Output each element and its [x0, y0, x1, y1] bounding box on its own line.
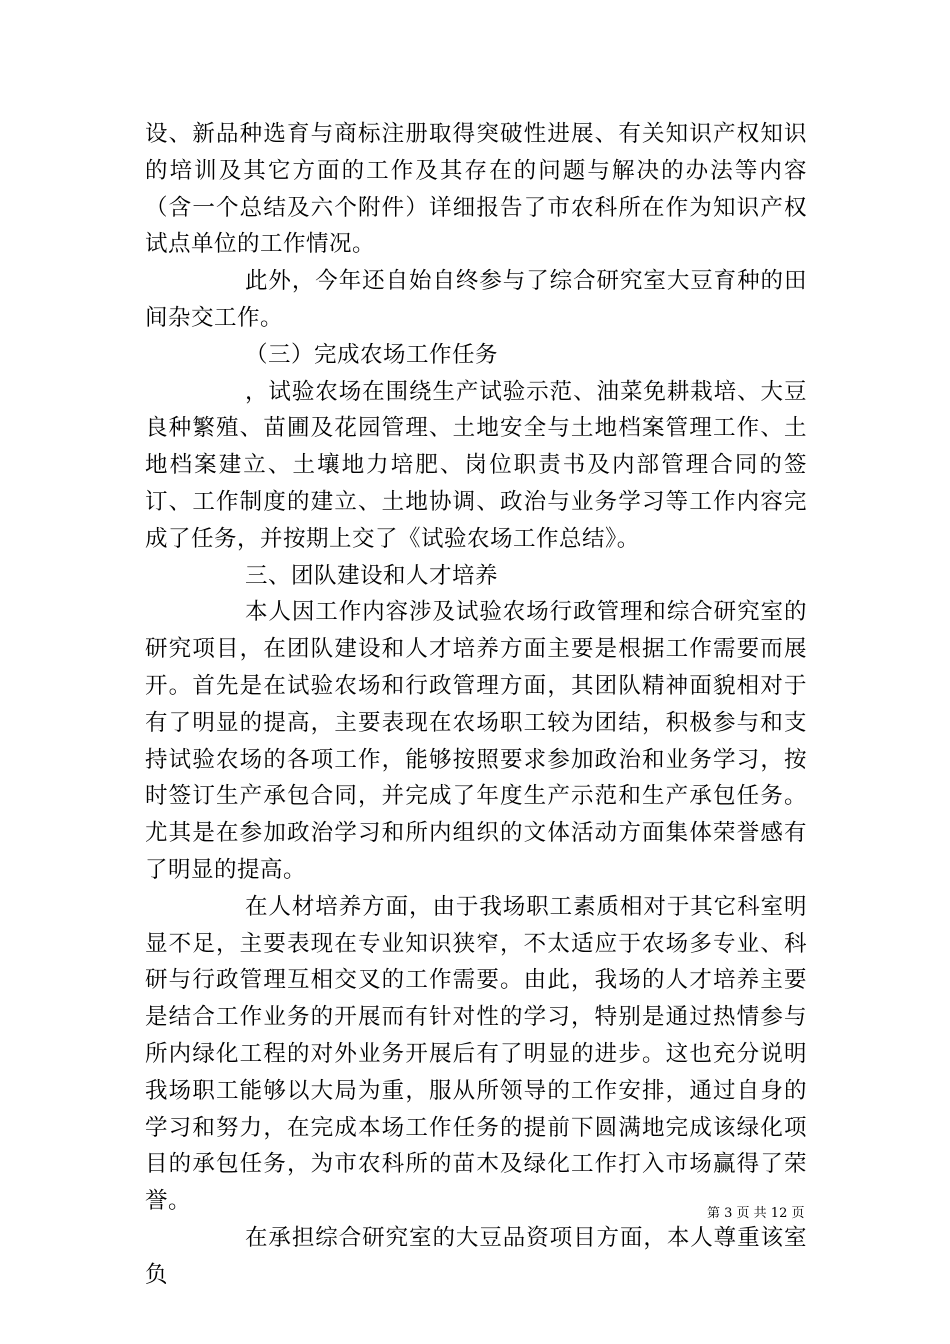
paragraph-ip-report: 设、新品种选育与商标注册取得突破性进展、有关知识产权知识的培训及其它方面的工作及其存在的问题与解决的办法等内容（含一个总结及六个附件）详细报告了市农科所在作为知识产权试点单位的工作情况。 [145, 121, 807, 258]
paragraph-team-building: 本人因工作内容涉及试验农场行政管理和综合研究室的研究项目，在团队建设和人才培养方面主要是根据工作需要而展开。首先是在试验农场和行政管理方面，其团队精神面貌相对于有了明显的提高，主要表现在农场职工较为团结，积极参与和支持试验农场的各项工作，能够按照要求参加政治和业务学习，按时签订生产承包合同，并完成了年度生产示范和生产承包任务。尤其是在参加政治学习和所内组织的文体活动方面集体荣誉感有了明显的提高。 [145, 599, 807, 883]
paragraph-farm-tasks: ，试验农场在围绕生产试验示范、油菜免耕栽培、大豆良种繁殖、苗圃及花园管理、土地安全与土地档案管理工作、土地档案建立、土壤地力培肥、岗位职责书及内部管理合同的签订、工作制度的建立、土地协调、政治与业务学习等工作内容完成了任务，并按期上交了《试验农场工作总结》。 [145, 378, 807, 552]
document-body [145, 116, 807, 1294]
page-number: 第 3 页 共 12 页 [707, 1206, 805, 1221]
paragraph-soybean-project: 在承担综合研究室的大豆品资项目方面，本人尊重该室负 [145, 1224, 807, 1288]
paragraph-soybean-crossing: 此外，今年还自始自终参与了综合研究室大豆育种的田间杂交工作。 [145, 268, 807, 331]
paragraph-talent-training: 在人材培养方面，由于我场职工素质相对于其它科室明显不足，主要表现在专业知识狭窄，不太适应于农场多专业、科研与行政管理互相交叉的工作需要。由此，我场的人才培养主要是结合工作业务的开展而有针对性的学习，特别是通过热情参与所内绿化工程的对外业务开展后有了明显的进步。这也充分说明我场职工能够以大局为重，服从所领导的工作安排，通过自身的学习和努力，在完成本场工作任务的提前下圆满地完成该绿化项目的承包任务，为市农科所的苗木及绿化工作打入市场赢得了荣誉。 [145, 893, 807, 1215]
section-heading-team-building: 三、团队建设和人才培养 [245, 562, 499, 589]
section-heading-farm-tasks: （三）完成农场工作任务 [245, 341, 499, 368]
